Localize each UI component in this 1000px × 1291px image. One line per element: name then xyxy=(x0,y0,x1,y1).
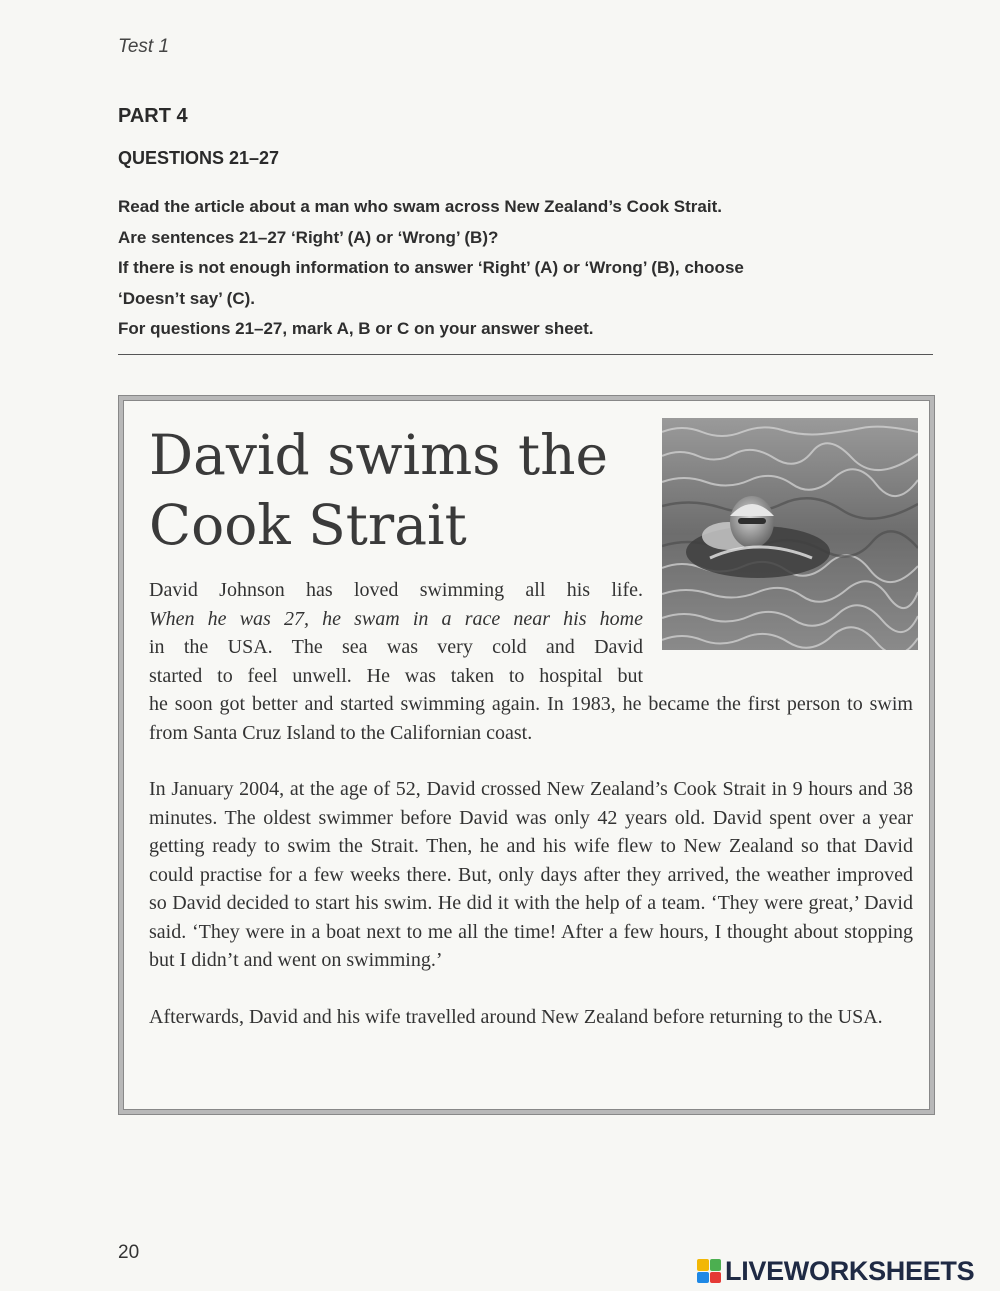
article-paragraph: In January 2004, at the age of 52, David crossed New Zealand’s Cook Strait in 9 hours and 38 minutes. The oldest swimmer before David was only 42 years old. David spent over a year getting ready to swim the Strait. Then, he and his wife flew to New Zealand so that David could practise for a few weeks there. But, only days after they arrived, the weather improved so David decided to start his swim. He did it with the help of a team. ‘They were great,’ David said. ‘They were in a boat next to me all the time! After a few hours, I thought about stopping but I didn’t and went on swimming.’ xyxy=(149,778,913,971)
article-box xyxy=(119,396,934,1114)
brand-name: LIVEWORKSHEETS xyxy=(725,1255,975,1286)
article-paragraph: Afterwards, David and his wife travelled around New Zealand before returning to the USA. xyxy=(149,1005,883,1028)
page-number: 20 xyxy=(118,1242,140,1263)
headline-line: Cook Strait xyxy=(149,493,467,557)
instruction-line: Are sentences 21–27 ‘Right’ (A) or ‘Wrong’ (B)? xyxy=(118,227,499,247)
section-divider xyxy=(118,354,933,355)
instruction-line: If there is not enough information to answer ‘Right’ (A) or ‘Wrong’ (B), choose xyxy=(118,258,744,277)
running-head: Test 1 xyxy=(118,36,170,57)
article-text-line: in the USA. The sea was very cold and David xyxy=(149,636,643,658)
instruction-line: For questions 21–27, mark A, B or C on your answer sheet. xyxy=(118,319,594,338)
instructions-list xyxy=(118,192,918,345)
logo-square xyxy=(697,1259,709,1271)
article-text-line: David Johnson has loved swimming all his life. xyxy=(149,579,643,601)
logo-square xyxy=(710,1259,722,1271)
article-body xyxy=(149,576,913,1059)
instruction-line: ‘Doesn’t say’ (C). xyxy=(118,288,255,308)
logo-square xyxy=(710,1272,722,1284)
questions-title: QUESTIONS 21–27 xyxy=(118,148,280,168)
part-title: PART 4 xyxy=(118,105,188,127)
headline-line: David swims the xyxy=(149,423,609,487)
article-text-line: started to feel unwell. He was taken to hospital but xyxy=(149,664,643,687)
instruction-line: Read the article about a man who swam across New Zealand’s Cook Strait. xyxy=(118,197,722,216)
logo-square xyxy=(697,1272,709,1284)
article-paragraph xyxy=(149,576,913,747)
liveworksheets-logo-icon xyxy=(697,1259,721,1283)
brand-watermark xyxy=(697,1255,974,1287)
article-text-line: When he was 27, he swam in a race near his home xyxy=(149,607,643,630)
article-headline xyxy=(149,420,649,560)
article-text-line: he soon got better and started swimming again. In 1983, he became the first person to swim from Santa Cruz Island to the Californian coast. xyxy=(149,693,913,744)
